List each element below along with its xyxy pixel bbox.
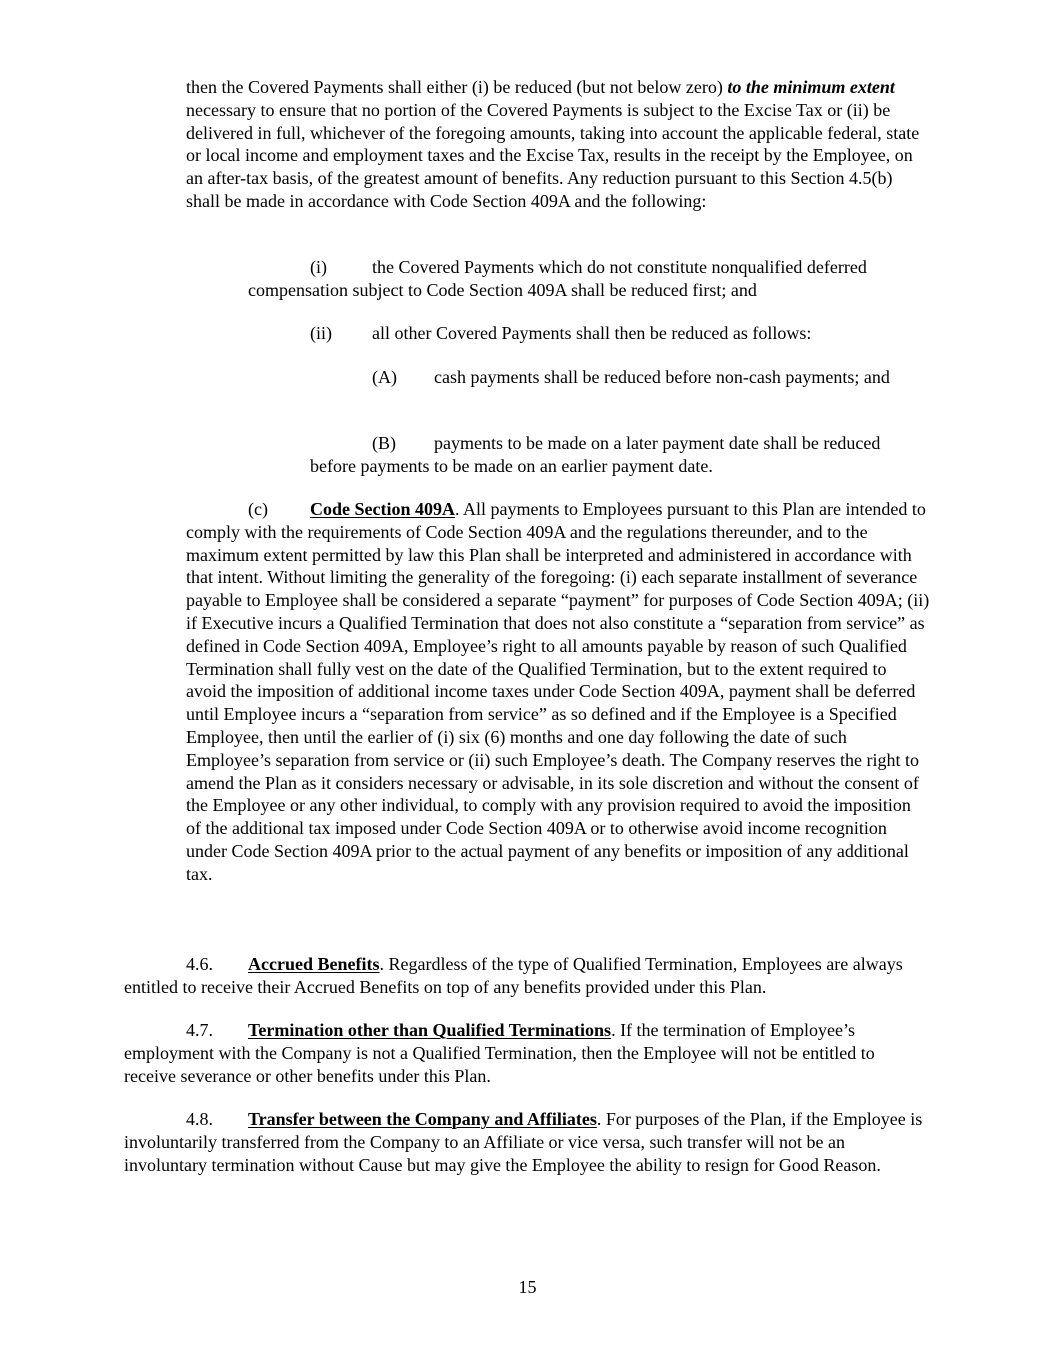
section-4-6-paragraph — [124, 953, 930, 999]
page-number: 15 — [518, 1277, 537, 1297]
section-4-7-number: 4.7. — [186, 1020, 213, 1040]
list-item-B — [310, 432, 930, 478]
section-c-paragraph — [186, 498, 930, 886]
section-4-8-text: . For purposes of the Plan, if the Employee is involuntarily transferred from the Company to an Affiliate or vice versa, such transfer will not be an involuntary termination without Cause but may give the Employee the ability to resign for Good Reason. — [124, 1109, 923, 1175]
section-4-6-heading: Accrued Benefits — [248, 954, 380, 974]
intro-text-b: necessary to ensure that no portion of the Covered Payments is subject to the Excise Tax or (ii) be delivered in full, whichever of the foregoing amounts, taking into account the applicable federal, state or local income and employment taxes and the Excise Tax, results in the receipt by the Employee, on an after-tax basis, of the greatest amount of benefits. Any reduction pursuant to this Section 4.5(b) shall be made in accordance with Code Section 409A and the following: — [186, 99, 920, 211]
list-item-ii — [310, 322, 930, 345]
list-item-A — [310, 366, 912, 389]
intro-text-a: then the Covered Payments shall either (i) be reduced (but not below zero) — [186, 77, 728, 97]
list-item-ii-text: all other Covered Payments shall then be reduced as follows: — [372, 323, 812, 343]
list-item-ii-label: (ii) — [310, 323, 332, 343]
section-c-text: . All payments to Employees pursuant to this Plan are intended to comply with the requirements of Code Section 409A and the regulations thereunder, and to the maximum extent permitted by law this Plan shall be interpreted and administered in accordance with that intent. Without limiting the generality of the foregoing: (i) each separate installment of severance payable to Employee shall be considered a separate “payment” for purposes of Code Section 409A; (ii) if Executive incurs a Qualified Termination that does not also constitute a “separation from service” as defined in Code Section 409A, Employee’s right to all amounts payable by reason of such Qualified Termination shall fully vest on the date of the Qualified Termination, but to the extent required to avoid the imposition of additional income taxes under Code Section 409A, payment shall be deferred until Employee incurs a “separation from service” as so defined and if the Employee is a Specified Employee, then until the earlier of (i) six (6) months and one day following the date of such Employee’s separation from service or (ii) such Employee’s death. The Company reserves the right to amend the Plan as it considers necessary or advisable, in its sole discretion and without the consent of the Employee or any other individual, to comply with any provision required to avoid the imposition of the additional tax imposed under Code Section 409A or to otherwise avoid income recognition under Code Section 409A prior to the actual payment of any benefits or imposition of any additional tax. — [186, 499, 930, 884]
list-item-i-text: the Covered Payments which do not constitute nonqualified deferred compensation subject to Code Section 409A shall be reduced first; and — [248, 257, 867, 300]
list-item-B-text: payments to be made on a later payment date shall be reduced before payments to be made on an earlier payment date. — [310, 433, 881, 476]
section-4-7-paragraph — [124, 1019, 930, 1087]
section-c-heading: Code Section 409A — [310, 499, 455, 519]
section-4-7-text: . If the termination of Employee’s employment with the Company is not a Qualified Termination, then the Employee will not be entitled to receive severance or other benefits under this Plan. — [124, 1020, 875, 1086]
section-c-label: (c) — [248, 499, 268, 519]
section-4-8-heading: Transfer between the Company and Affiliates — [248, 1109, 597, 1129]
intro-paragraph — [186, 76, 930, 213]
section-4-7-heading: Termination other than Qualified Terminations — [248, 1020, 612, 1040]
section-4-8-paragraph — [124, 1108, 930, 1176]
list-item-A-label: (A) — [372, 367, 397, 387]
list-item-A-text: cash payments shall be reduced before non-cash payments; and — [434, 367, 890, 387]
section-4-6-number: 4.6. — [186, 954, 213, 974]
section-4-6-text: . Regardless of the type of Qualified Termination, Employees are always entitled to receive their Accrued Benefits on top of any benefits provided under this Plan. — [124, 954, 903, 997]
list-item-i — [248, 256, 930, 302]
intro-emphasis: to the minimum extent — [727, 77, 895, 97]
list-item-B-label: (B) — [372, 433, 396, 453]
section-4-8-number: 4.8. — [186, 1109, 213, 1129]
list-item-i-label: (i) — [310, 257, 327, 277]
